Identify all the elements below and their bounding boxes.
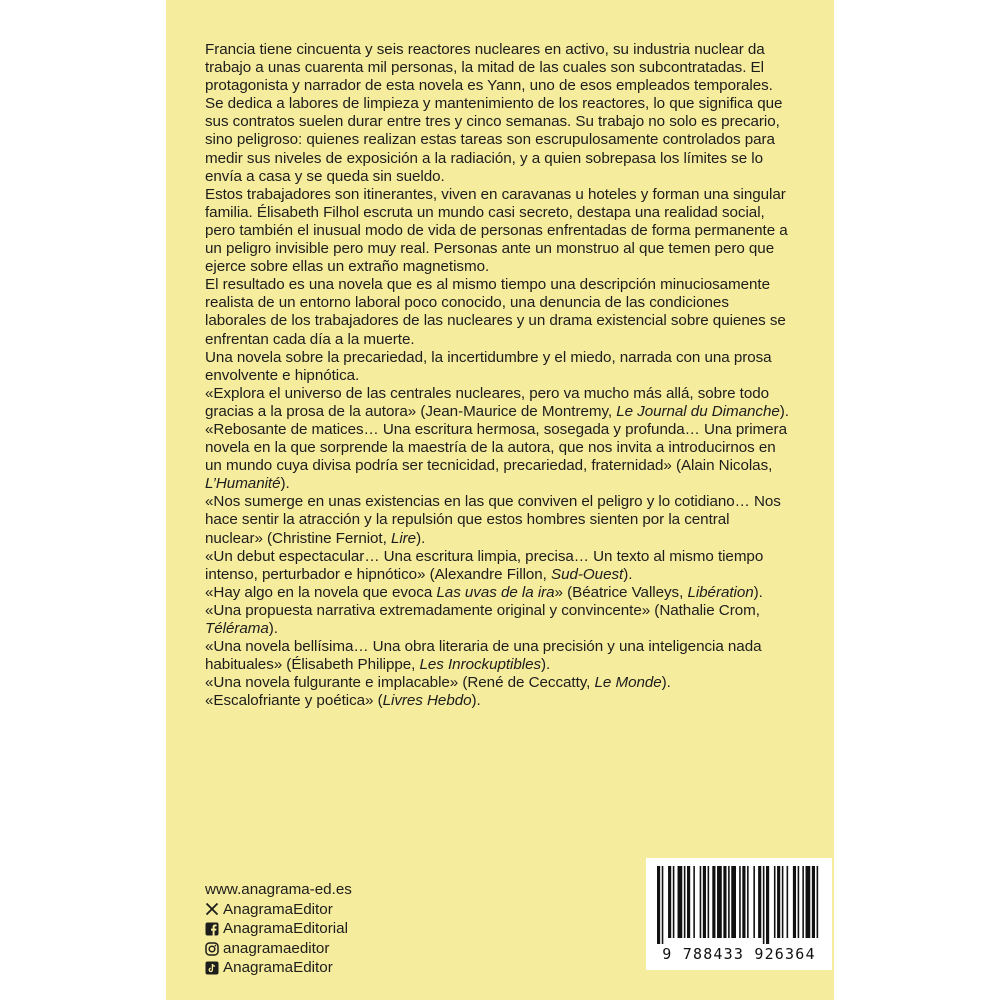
review-quote: «Rebosante de matices… Una escritura hermosa, sosegada y profunda… Una primera novela en la que sorprende la maestría de la autora, que nos invita a introducirnos en un mundo cuya divisa podría ser tecnicidad, precariedad, fraternidad» (Alain Nicolas, L’Humanité). <box>205 420 787 493</box>
barcode-bar <box>793 866 796 938</box>
review-quote: «Explora el universo de las centrales nucleares, pero va mucho más allá, sobre todo gracias a la prosa de la autora» (Jean-Maurice de Montremy, Le Journal du Dimanche). <box>205 384 789 420</box>
barcode-bar <box>812 866 815 938</box>
barcode-bar <box>806 866 811 938</box>
intro-paragraph-4: Una novela sobre la precariedad, la incertidumbre y el miedo, narrada con una prosa envolvente e hipnótica. <box>205 348 772 384</box>
barcode <box>646 858 832 970</box>
review-source: Le Monde <box>594 674 662 692</box>
review-quote: «Hay algo en la novela que evoca Las uvas de la ira» (Béatrice Valleys, Libération). <box>205 583 763 601</box>
social-handle[interactable]: AnagramaEditorial <box>223 920 348 938</box>
intro-paragraph-1: Francia tiene cincuenta y seis reactores nucleares en activo, su industria nuclear da trabajo a unas cuarenta mil personas, la mitad de las cuales son subcontratadas. El protagonista y narrador de esta novela es Yann, uno de esos empleados temporales. Se dedica a labores de limpieza y mantenimiento de los reactores, lo que significa que sus contratos suelen durar entre tres y cinco semanas. Su trabajo no solo es precario, sino peligroso: quienes realizan estas tareas son escrupulosamente controlados para medir sus niveles de exposición a la radiación, y a quien sobrepasa los límites se lo envía a casa y se queda sin sueldo. <box>205 41 783 185</box>
website-link[interactable] <box>205 880 352 900</box>
barcode-bar <box>678 866 683 938</box>
review-quote: «Una propuesta narrativa extremadamente original y convincente» (Nathalie Crom, Télérama). <box>205 601 760 637</box>
barcode-bar <box>758 866 761 938</box>
social-handle[interactable]: AnagramaEditor <box>223 900 333 918</box>
review-quote: «Un debut espectacular… Una escritura limpia, precisa… Un texto al mismo tiempo intenso, perturbador e hipnótico» (Alexandre Fillon, Sud-Ouest). <box>205 547 764 583</box>
website-url[interactable]: www.anagrama-ed.es <box>205 881 352 898</box>
review-quote: «Una novela bellísima… Una obra literaria de una precisión y una inteligencia nada habituales» (Élisabeth Philippe, Les Inrockuptibles). <box>205 638 762 674</box>
back-cover-blurb <box>205 41 790 710</box>
barcode-bar <box>763 866 765 944</box>
barcode-bar <box>777 866 780 938</box>
review-source: L’Humanité <box>205 475 281 493</box>
barcode-bar <box>774 866 776 938</box>
barcode-bar <box>802 866 804 938</box>
review-source: Libération <box>687 583 754 601</box>
review-source: Livres Hebdo <box>382 692 472 710</box>
instagram-icon <box>205 942 219 956</box>
intro-paragraph-2: Estos trabajadores son itinerantes, viven en caravanas u hoteles y forman una singular familia. Élisabeth Filhol escruta un mundo casi secreto, destapa una realidad social, pero también el inusual modo de vida de personas enfrentadas de forma permanente a un peligro invisible pero muy real. Personas ante un monstruo al que temen pero que ejerce sobre ellas un extraño magnetismo. <box>205 185 788 276</box>
barcode-bar <box>700 866 702 938</box>
barcode-bar <box>728 866 730 938</box>
publisher-contact <box>205 880 352 978</box>
review-source: Lire <box>390 529 417 547</box>
book-title-reference: Las uvas de la ira <box>436 583 555 601</box>
social-link-facebook[interactable] <box>205 919 352 939</box>
barcode-bar <box>798 866 800 938</box>
isbn-number: 9 788433 926364 <box>662 945 816 963</box>
barcode-bar <box>787 866 789 938</box>
intro-paragraph-3: El resultado es una novela que es al mismo tiempo una descripción minuciosamente realista de un entorno laboral poco conocido, una denuncia de las condiciones laborales de los trabajadores de las nucleares y un drama existencial sobre quienes se enfrentan cada día a la muerte. <box>205 276 786 348</box>
barcode-bar <box>712 866 715 938</box>
review-source: Les Inrockuptibles <box>419 656 542 674</box>
barcode-bar <box>687 866 690 938</box>
barcode-bar <box>703 866 706 938</box>
barcode-bar <box>731 866 736 938</box>
social-link-tiktok[interactable] <box>205 958 352 978</box>
barcode-bar <box>668 866 671 938</box>
review-quote: «Escalofriante y poética» (Livres Hebdo). <box>205 692 481 710</box>
barcode-bar <box>747 866 749 938</box>
social-link-x[interactable] <box>205 900 352 920</box>
barcode-bar <box>662 866 664 944</box>
barcode-bar <box>723 866 726 938</box>
barcode-bar <box>673 866 675 938</box>
review-quote: «Nos sumerge en unas existencias en las que conviven el peligro y lo cotidiano… Nos hace sentir la atracción y la repulsión que estos hombres sienten por la central nuclear» (Christine Ferniot, Lire). <box>205 493 781 547</box>
review-source: Sud-Ouest <box>551 565 624 583</box>
review-source: Télérama <box>205 620 269 637</box>
barcode-bar <box>657 866 660 944</box>
barcode-bar <box>817 866 819 938</box>
tiktok-icon <box>205 961 219 975</box>
barcode-bar <box>693 866 695 938</box>
social-handle[interactable]: anagramaeditor <box>223 939 330 957</box>
barcode-bar <box>684 866 686 938</box>
barcode-bar <box>708 866 710 938</box>
x-icon <box>205 902 219 916</box>
barcode-bar <box>739 866 741 938</box>
review-source: Le Journal du Dimanche <box>616 402 780 420</box>
barcode-bar <box>753 866 755 938</box>
facebook-icon <box>205 922 219 936</box>
social-handle[interactable]: AnagramaEditor <box>223 959 333 977</box>
barcode-bar <box>742 866 745 938</box>
barcode-bars <box>655 866 823 944</box>
barcode-bar <box>766 866 769 944</box>
barcode-bar <box>717 866 722 938</box>
review-quote: «Una novela fulgurante e implacable» (René de Ceccatty, Le Monde). <box>205 674 671 692</box>
social-link-instagram[interactable] <box>205 939 352 959</box>
barcode-bar <box>782 866 784 938</box>
